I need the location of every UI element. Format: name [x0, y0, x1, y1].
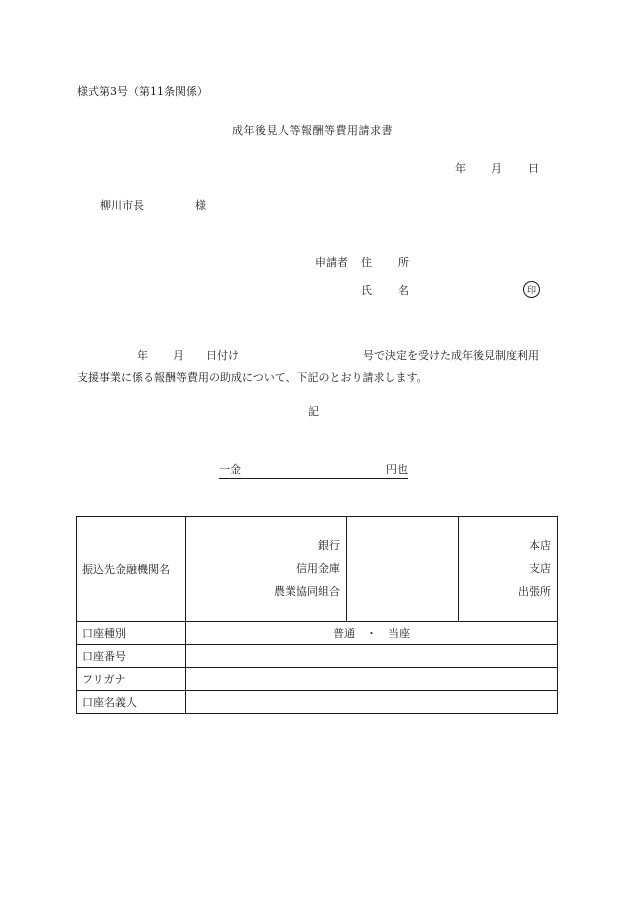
amount-suffix: 円也 — [386, 463, 408, 476]
furigana-value — [186, 668, 558, 691]
institution-type-bank: 銀行 — [318, 539, 340, 552]
addressee: 柳川市長 — [100, 199, 144, 212]
account-type-value: 普通 ・ 当座 — [186, 622, 558, 645]
account-number-label: 口座番号 — [77, 645, 186, 668]
seal-mark: 印 — [523, 281, 540, 298]
address-label-1: 住 — [361, 256, 372, 269]
name-label-1: 氏 — [361, 284, 372, 297]
account-holder-label: 口座名義人 — [77, 691, 186, 714]
document-title: 成年後見人等報酬等費用請求書 — [232, 124, 393, 137]
name-label-2: 名 — [398, 284, 409, 297]
date-day-label: 日 — [528, 162, 539, 175]
account-number-value — [186, 645, 558, 668]
decision-year-label: 年 — [137, 349, 148, 362]
bank-info-table — [76, 516, 558, 714]
institution-label-cell — [77, 517, 186, 622]
date-month-label: 月 — [491, 162, 502, 175]
decision-month-label: 月 — [173, 349, 184, 362]
institution-type-shinkin: 信用金庫 — [296, 562, 340, 575]
branch-type-branch: 支店 — [529, 562, 551, 575]
date-year-label: 年 — [455, 162, 466, 175]
branch-name-cell — [347, 517, 459, 622]
ki-heading: 記 — [308, 405, 319, 418]
institution-type-nokyo: 農業協同組合 — [274, 585, 340, 598]
honorific: 様 — [195, 199, 206, 212]
account-holder-value — [186, 691, 558, 714]
form-number: 様式第3号（第11条関係） — [77, 85, 208, 98]
amount-line — [219, 463, 408, 479]
account-type-label: 口座種別 — [77, 622, 186, 645]
furigana-label: フリガナ — [77, 668, 186, 691]
branch-type-main: 本店 — [529, 539, 551, 552]
amount-prefix: 一金 — [219, 463, 241, 476]
body-line1-tail: 号で決定を受けた成年後見制度利用 — [363, 349, 539, 362]
applicant-label: 申請者 — [315, 256, 348, 269]
address-label-2: 所 — [398, 256, 409, 269]
institution-label: 振込先金融機関名 — [82, 563, 170, 576]
decision-date-suffix: 日付け — [206, 349, 239, 362]
branch-type-cell — [459, 517, 558, 622]
body-line2: 支援事業に係る報酬等費用の助成について、下記のとおり請求します。 — [77, 371, 428, 384]
branch-type-sub: 出張所 — [518, 585, 551, 598]
institution-type-cell — [186, 517, 347, 622]
